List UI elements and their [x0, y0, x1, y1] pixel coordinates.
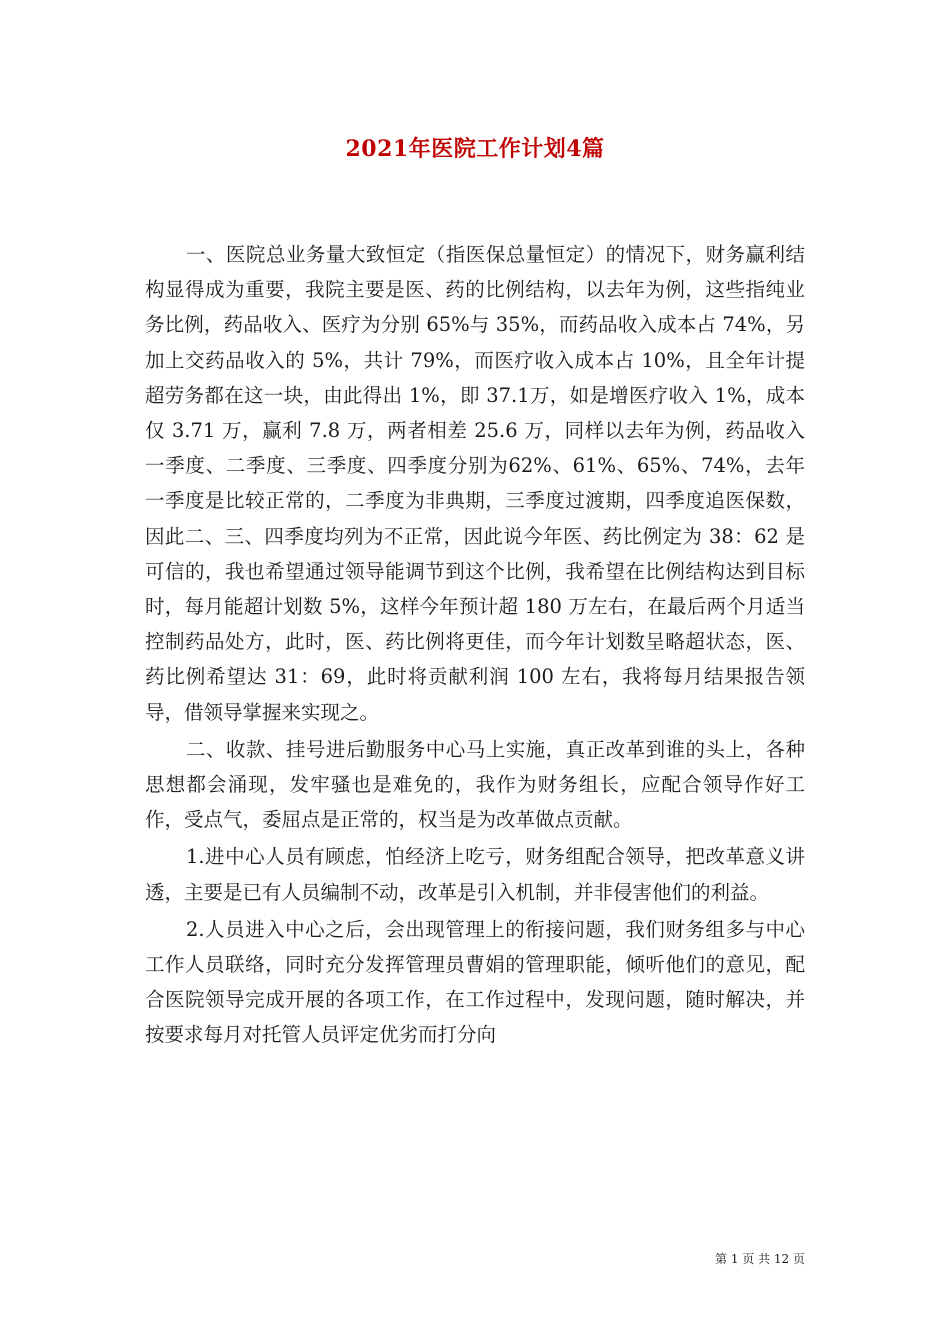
paragraph-2: 二、收款、挂号进后勤服务中心马上实施，真正改革到谁的头上，各种思想都会涌现，发牢骚也是难免的，我作为财务组长，应配合领导作好工作，受点气，委屈点是正常的，权当是为改革做点贡献。 — [145, 737, 805, 832]
page-number-footer: 第 1 页 共 12 页 — [715, 1252, 805, 1266]
paragraph-4: 2.人员进入中心之后，会出现管理上的衔接问题，我们财务组多与中心工作人员联络，同时充分发挥管理员曹娟的管理职能，倾听他们的意见，配合医院领导完成开展的各项工作，在工作过程中，发现问题，随时解决，并按要求每月对托管人员评定优劣而打分向 — [145, 917, 805, 1047]
document-title: 2021年医院工作计划4篇 — [345, 136, 605, 162]
document-body — [145, 237, 805, 1053]
paragraph-1: 一、医院总业务量大致恒定（指医保总量恒定）的情况下，财务赢利结构显得成为重要，我院主要是医、药的比例结构，以去年为例，这些指纯业务比例，药品收入、医疗为分别 65%与 35%，而药品收入成本占 74%，另加上交药品收入的 5%，共计 79%，而医疗收入成本占 10%，且全年计提超劳务都在这一块，由此得出 1%，即 37.1万，如是增医疗收入 1%，成本仅 3.71 万，赢利 7.8 万，两者相差 25.6 万，同样以去年为例，药品收入一季度、二季度、三季度、四季度分别为62%、61%、65%、74%，去年一季度是比较正常的，二季度为非典期，三季度过渡期，四季度追医保数，因此二、三、四季度均列为不正常，因此说今年医、药比例定为 38：62 是可信的，我也希望通过领导能调节到这个比例，我希望在比例结构达到目标时，每月能超计划数 5%，这样今年预计超 180 万左右，在最后两个月适当控制药品处方，此时，医、药比例将更佳，而今年计划数呈略超状态，医、药比例希望达 31：69，此时将贡献利润 100 左右，我将每月结果报告领导，借领导掌握来实现之。 — [145, 243, 805, 724]
paragraph-3: 1.进中心人员有顾虑，怕经济上吃亏，财务组配合领导，把改革意义讲透，主要是已有人员编制不动，改革是引入机制，并非侵害他们的利益。 — [145, 845, 805, 904]
